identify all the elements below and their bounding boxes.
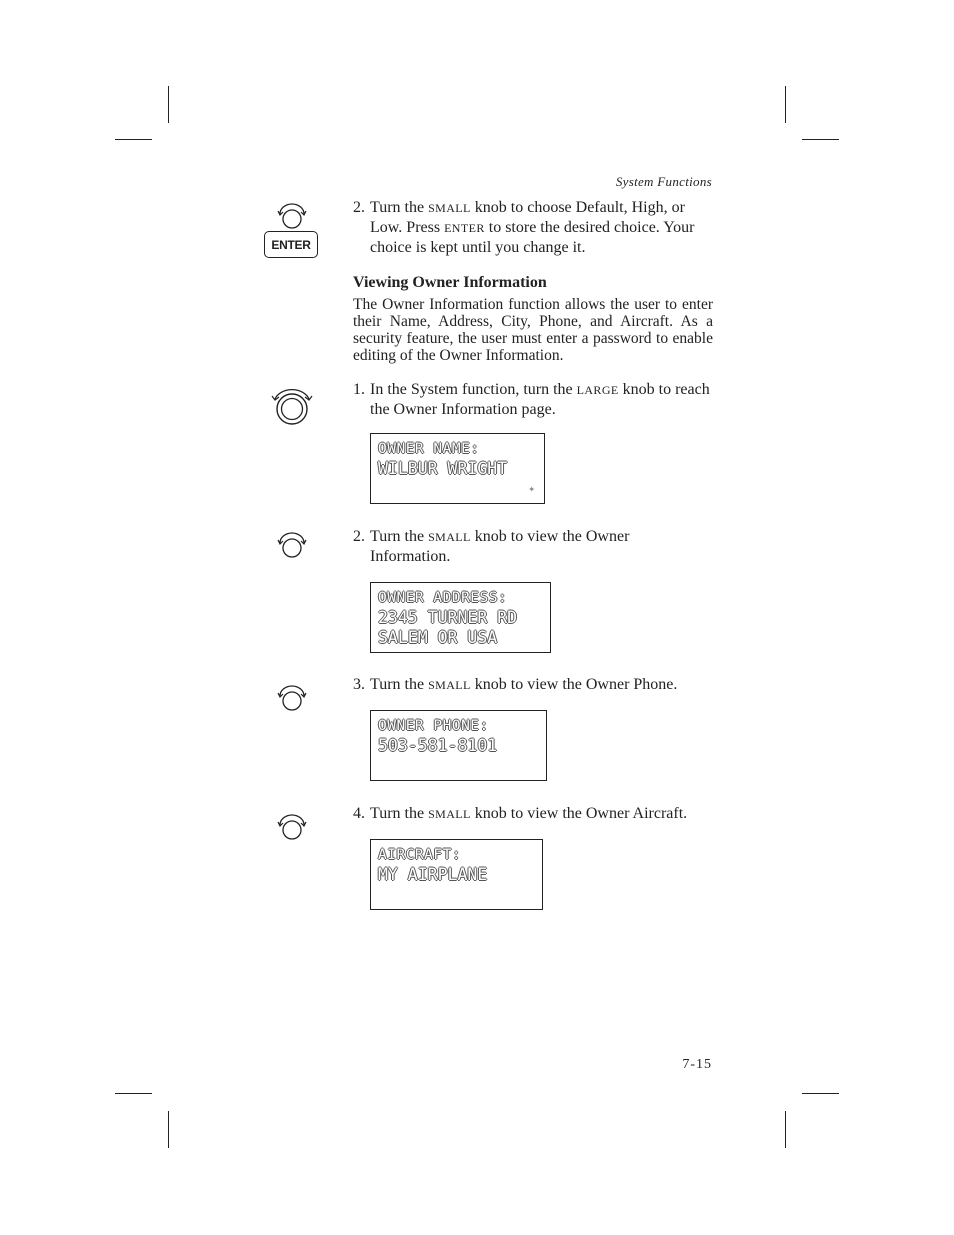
knob-name: SMALL [428,201,471,215]
knob-name: SMALL [428,530,471,544]
step-number: 2. [353,199,365,216]
display-label: OWNER ADDRESS: [378,590,508,606]
crop-mark [168,1111,169,1148]
step-text: knob to choose Default, High, or Low. Press [370,199,685,236]
step-text: Turn the [370,676,429,693]
step-text: Turn the [370,805,429,822]
owner-name-display [370,433,545,504]
step-owner-aircraft [353,804,713,824]
step-text: knob to view the Owner Phone. [470,676,678,693]
step-number: 4. [353,805,365,822]
step-text: In the System function, turn the [370,381,577,398]
display-value: 503-581-8101 [378,736,498,755]
owner-address-display [370,582,551,653]
crop-mark [115,139,152,140]
crop-mark [785,86,786,123]
enter-key-icon [264,231,318,258]
step-text: Turn the [370,528,429,545]
step-number: 2. [353,528,365,545]
display-label: OWNER PHONE: [378,718,489,734]
step-text: to store the desired choice. Your choice is kept until you change it. [370,219,695,256]
display-value: WILBUR WRIGHT [378,459,508,478]
step-number: 1. [353,381,365,398]
knob-name: LARGE [576,383,619,397]
page-number: 7-15 [682,1057,712,1072]
section-heading: Viewing Owner Information [353,274,547,291]
step-large-knob [353,380,713,420]
step-text: knob to reach the Owner Information page. [370,381,710,418]
knob-name: SMALL [428,807,471,821]
display-value: SALEM OR USA [378,628,498,647]
crop-mark [802,139,839,140]
display-label: AIRCRAFT: [378,847,462,863]
step-owner-phone [353,675,713,695]
small-knob-icon [275,814,309,842]
running-title: System Functions [615,174,712,189]
small-knob-icon [275,203,309,231]
step-owner-information [353,527,713,567]
small-knob-icon [275,532,309,560]
step-text: knob to view the Owner Information. [370,528,630,565]
step-text: Turn the [370,199,429,216]
owner-phone-display [370,710,547,781]
crop-mark [785,1111,786,1148]
step-choose-level [353,198,713,258]
aircraft-display [370,839,543,910]
small-knob-icon [275,685,309,713]
section-paragraph: The Owner Information function allows the user to enter their Name, Address, City, Phone, and Aircraft. As a security feature, the user must enter a password to enable editing of the Owner Information. [353,296,713,364]
enter-key-label: ENTER [271,237,311,252]
crop-mark [115,1093,152,1094]
knob-name: SMALL [428,678,471,692]
large-knob-icon [270,387,314,427]
key-name: ENTER [444,221,485,235]
display-value: 2345 TURNER RD [378,608,518,627]
crop-mark [802,1093,839,1094]
cursor-icon: ✦ [528,482,535,495]
crop-mark [168,86,169,123]
step-number: 3. [353,676,365,693]
display-label: OWNER NAME: [378,441,480,457]
step-text: knob to view the Owner Aircraft. [470,805,688,822]
display-value: MY AIRPLANE [378,865,488,884]
